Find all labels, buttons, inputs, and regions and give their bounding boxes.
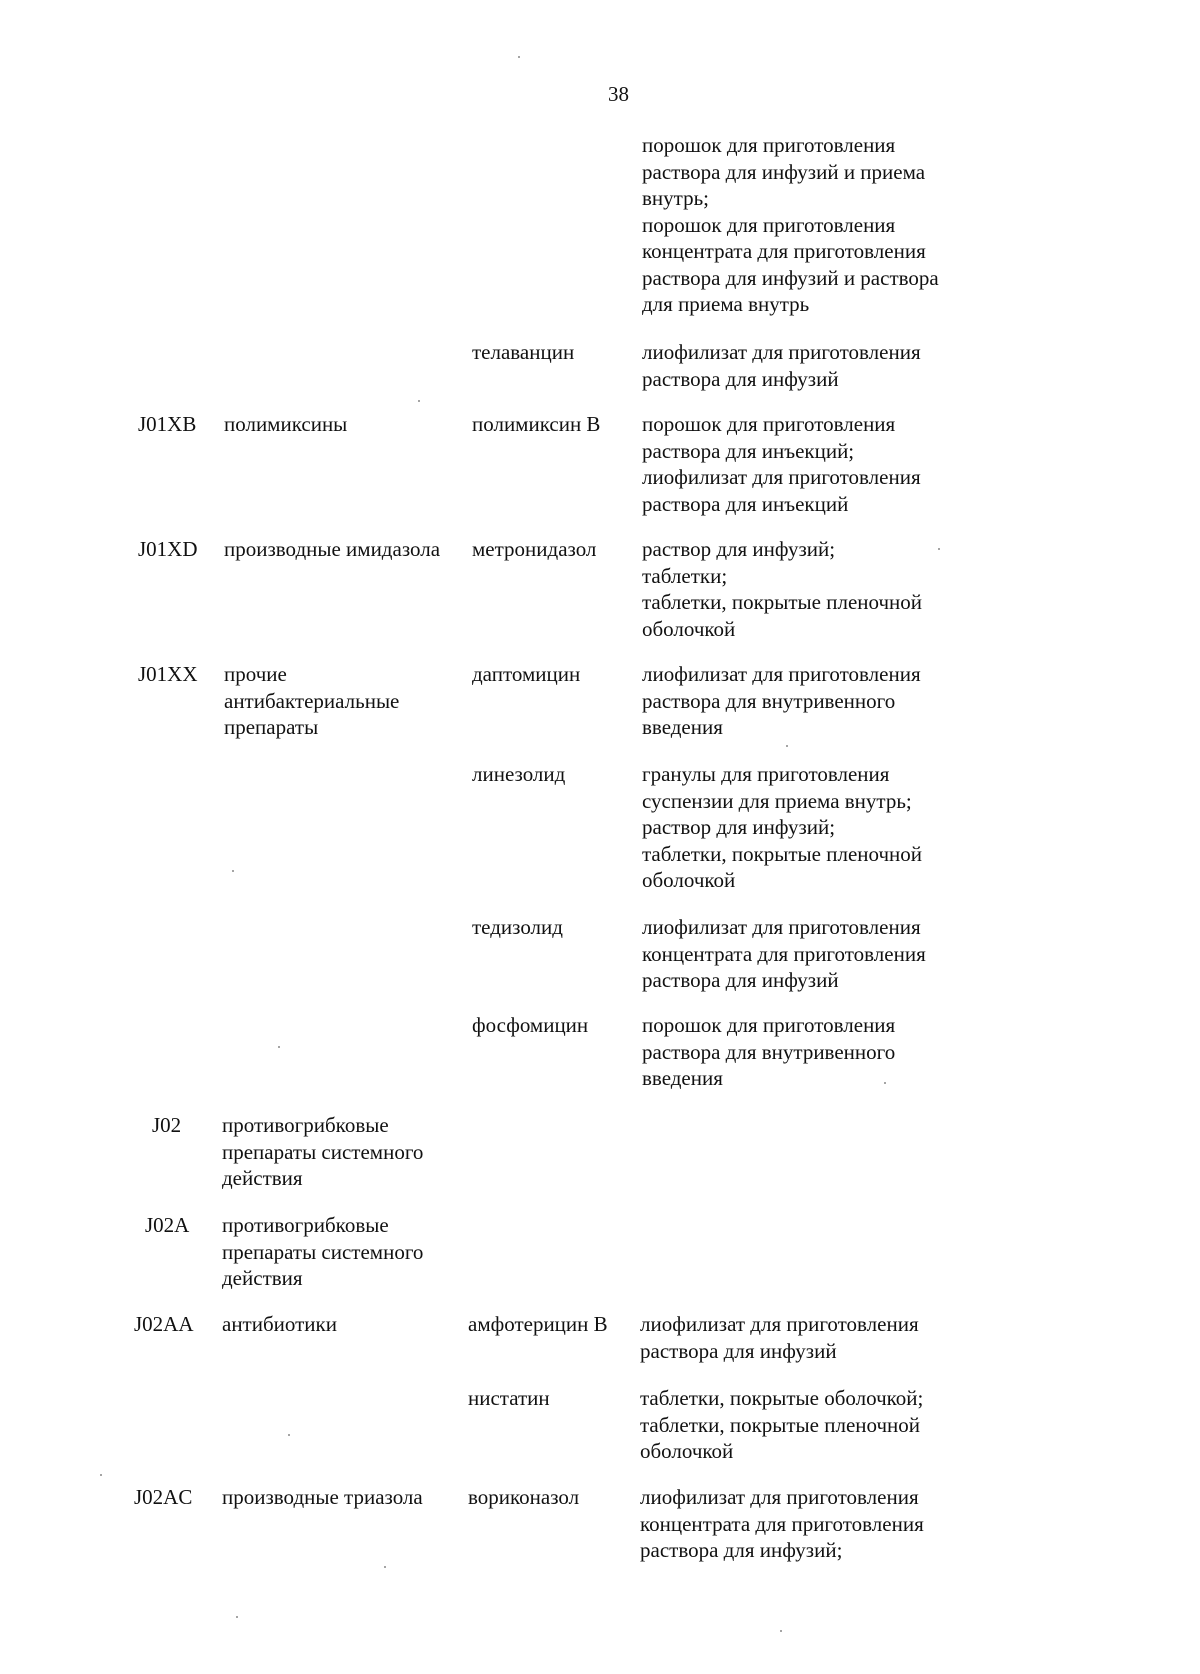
drug-name: фосфомицин (472, 1013, 589, 1037)
scan-speck (384, 1566, 386, 1568)
drug-name: нистатин (468, 1386, 550, 1410)
atc-code: J01XD (138, 537, 198, 561)
atc-code: J02A (145, 1213, 190, 1237)
dosage-forms: лиофилизат для приготовления раствора для инфузий (640, 1312, 919, 1363)
dosage-forms: лиофилизат для приготовления раствора для внутривенного введения (642, 662, 921, 739)
dosage-forms: раствор для инфузий; таблетки; таблетки, покрытые пленочной оболочкой (642, 537, 923, 641)
scan-speck (518, 56, 520, 58)
atc-code: J02AC (134, 1485, 193, 1509)
atc-group: противогрибковые препараты системного действия (222, 1213, 424, 1290)
scan-speck (236, 1616, 238, 1618)
dosage-forms: порошок для приготовления раствора для инъекций; лиофилизат для приготовления раствора для инъекций (642, 412, 921, 516)
page-number: 38 (608, 82, 629, 106)
drug-name: линезолид (472, 762, 566, 786)
scan-speck (884, 1082, 886, 1084)
atc-code: J02 (152, 1113, 182, 1137)
atc-group: полимиксины (224, 412, 348, 436)
atc-group: производные имидазола (224, 537, 441, 561)
dosage-forms: таблетки, покрытые оболочкой; таблетки, покрытые пленочной оболочкой (640, 1386, 924, 1463)
scan-speck (786, 745, 788, 747)
dosage-forms: порошок для приготовления раствора для внутривенного введения (642, 1013, 896, 1090)
dosage-forms: гранулы для приготовления суспензии для приема внутрь; раствор для инфузий; таблетки, покрытые пленочной оболочкой (642, 762, 923, 892)
dosage-forms: лиофилизат для приготовления раствора для инфузий (642, 340, 921, 391)
scan-speck (938, 548, 940, 550)
scan-speck (232, 870, 234, 872)
scan-speck (100, 1474, 102, 1476)
drug-name: вориконазол (468, 1485, 580, 1509)
dosage-forms: порошок для приготовления раствора для инфузий и приема внутрь; порошок для приготовления концентрата для приготовления раствора для инфузий и раствора для приема внутрь (642, 133, 939, 316)
atc-code: J02AA (134, 1312, 194, 1336)
drug-name: полимиксин В (472, 412, 601, 436)
scan-speck (780, 1630, 782, 1632)
drug-name: метронидазол (472, 537, 597, 561)
atc-group: производные триазола (222, 1485, 423, 1509)
atc-code: J01XX (138, 662, 198, 686)
drug-name: тедизолид (472, 915, 563, 939)
atc-group: прочие антибактериальные препараты (224, 662, 400, 739)
atc-group: противогрибковые препараты системного действия (222, 1113, 424, 1190)
atc-group: антибиотики (222, 1312, 337, 1336)
dosage-forms: лиофилизат для приготовления концентрата для приготовления раствора для инфузий (642, 915, 926, 992)
drug-name: телаванцин (472, 340, 575, 364)
atc-code: J01XB (138, 412, 197, 436)
drug-name: даптомицин (472, 662, 581, 686)
scan-speck (278, 1046, 280, 1048)
scan-speck (418, 400, 420, 402)
dosage-forms: лиофилизат для приготовления концентрата для приготовления раствора для инфузий; (640, 1485, 924, 1562)
scan-speck (288, 1434, 290, 1436)
drug-name: амфотерицин В (468, 1312, 608, 1336)
